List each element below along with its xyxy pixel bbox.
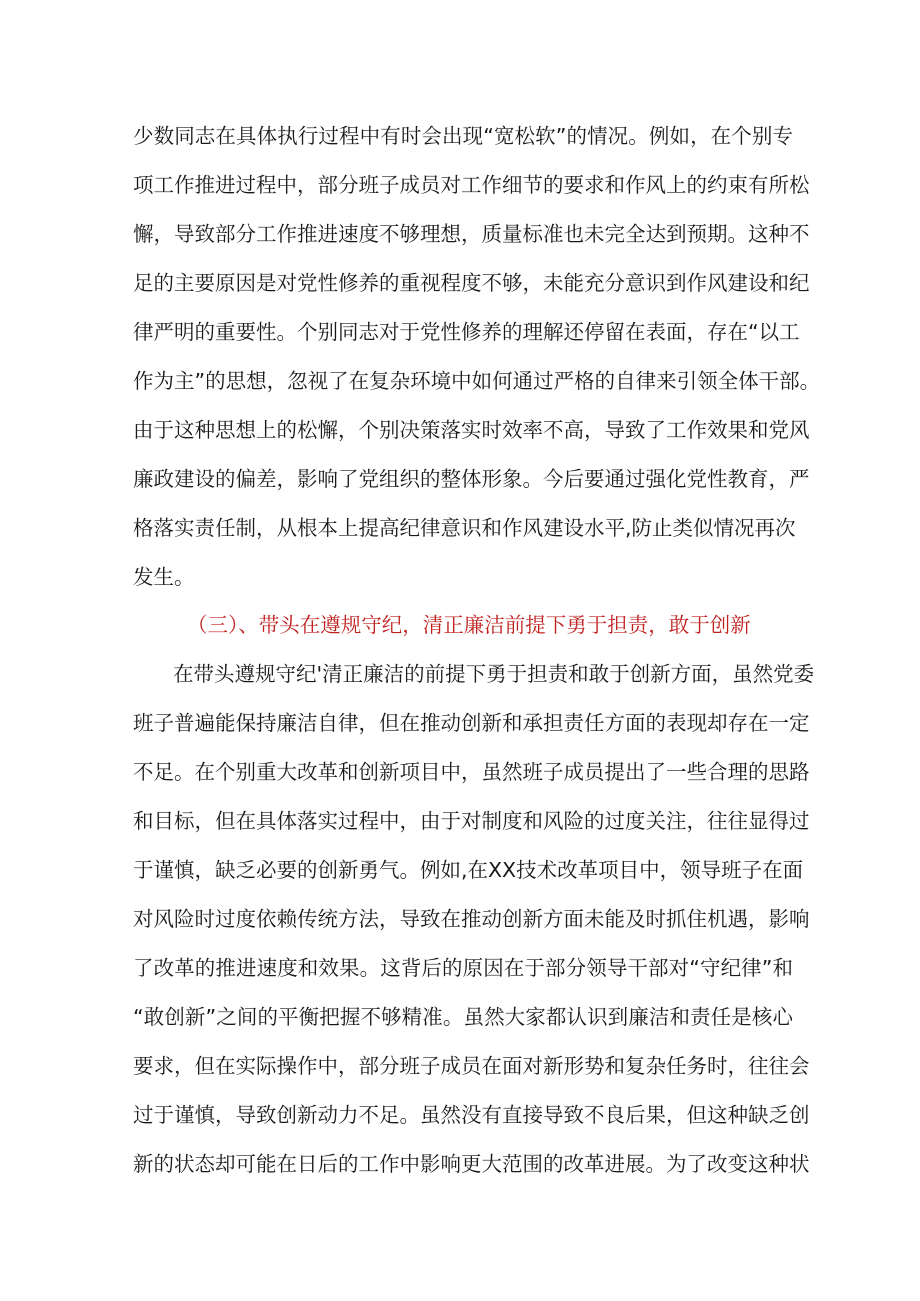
paragraph-2-line: 了改革的推进速度和效果。这背后的原因在于部分领导干部对“守纪律”和 bbox=[133, 956, 793, 980]
paragraph-2-line: 和目标，但在具体落实过程中，由于对制度和风险的过度关注，往往显得过 bbox=[133, 809, 810, 833]
paragraph-2-line: “敢创新”之间的平衡把握不够精准。虽然大家都认识到廉洁和责任是核心 bbox=[133, 1005, 793, 1029]
paragraph-1-line: 作为主”的思想，忽视了在复杂环境中如何通过严格的自律来引领全体干部。 bbox=[133, 369, 821, 393]
paragraph-1-line: 格落实责任制，从根本上提高纪律意识和作风建设水平,防止类似情况再次 bbox=[133, 516, 796, 540]
paragraph-1-line: 由于这种思想上的松懈，个别决策落实时效率不高，导致了工作效果和党风 bbox=[133, 418, 810, 442]
paragraph-2-line: 在带头遵规守纪'清正廉洁的前提下勇于担责和敢于创新方面，虽然党委 bbox=[173, 662, 815, 686]
paragraph-1-line: 项工作推进过程中，部分班子成员对工作细节的要求和作风上的约束有所松 bbox=[133, 173, 810, 197]
paragraph-2-line: 班子普遍能保持廉洁自律，但在推动创新和承担责任方面的表现却存在一定 bbox=[133, 711, 810, 735]
paragraph-1-line: 律严明的重要性。个别同志对于党性修养的理解还停留在表面，存在“以工 bbox=[133, 320, 800, 344]
paragraph-1-line: 发生。 bbox=[133, 565, 195, 589]
paragraph-2-line: 于谨慎，缺乏必要的创新勇气。例如,在XX技术改革项目中，领导班子在面 bbox=[133, 858, 804, 882]
paragraph-2-line: 新的状态却可能在日后的工作中影响更大范围的改革进展。为了改变这种状 bbox=[133, 1152, 810, 1176]
paragraph-2-line: 对风险时过度依赖传统方法，导致在推动创新方面未能及时抓住机遇，影响 bbox=[133, 907, 810, 931]
paragraph-2-line: 要求，但在实际操作中，部分班子成员在面对新形势和复杂任务时，往往会 bbox=[133, 1054, 810, 1078]
section-heading: （三）、带头在遵规守纪，清正廉洁前提下勇于担责，敢于创新 bbox=[187, 613, 751, 637]
paragraph-1-line: 少数同志在具体执行过程中有时会出现“宽松软”的情况。例如，在个别专 bbox=[133, 124, 793, 148]
paragraph-1-line: 廉政建设的偏差，影响了党组织的整体形象。今后要通过强化党性教育，严 bbox=[133, 467, 810, 491]
paragraph-1-line: 足的主要原因是对党性修养的重视程度不够，未能充分意识到作风建设和纪 bbox=[133, 271, 810, 295]
paragraph-2-line: 过于谨慎，导致创新动力不足。虽然没有直接导致不良后果，但这种缺乏创 bbox=[133, 1103, 810, 1127]
paragraph-2-line: 不足。在个别重大改革和创新项目中，虽然班子成员提出了一些合理的思路 bbox=[133, 760, 810, 784]
paragraph-1-line: 懈，导致部分工作推进速度不够理想，质量标准也未完全达到预期。这种不 bbox=[133, 222, 810, 246]
